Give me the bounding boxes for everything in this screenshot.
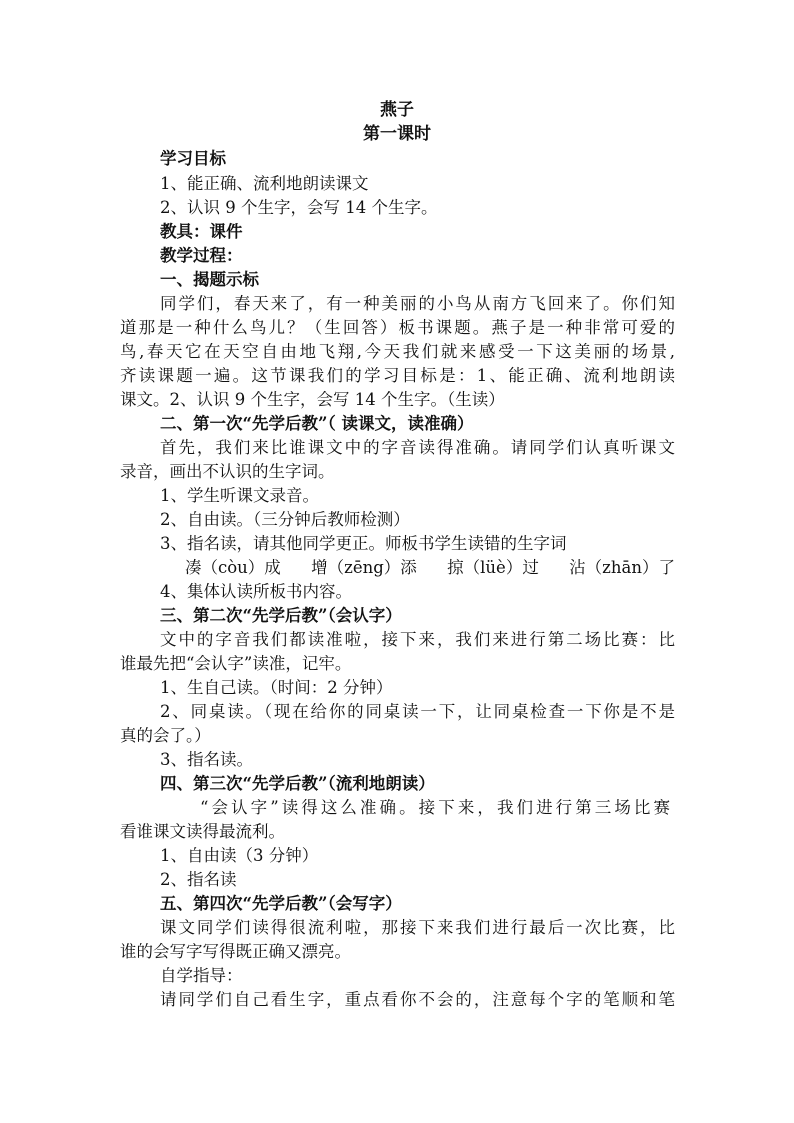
- tools-line: 教具：课件: [160, 222, 243, 241]
- paragraph-line: 课文。2、认识 9 个生字，会写 14 个生字。（生读）: [120, 390, 505, 409]
- section-heading: 一、揭题示标: [160, 270, 259, 289]
- list-item: 真的会了。）: [120, 726, 211, 745]
- lesson-title: 燕子: [380, 100, 414, 120]
- list-item: 1、学生听课文录音。: [160, 486, 319, 505]
- pinyin-word: 掠（lüè）过: [447, 558, 539, 577]
- paragraph-line: 文中的字音我们都读准啦，接下来，我们来进行第二场比赛：比: [160, 630, 675, 649]
- list-item: 4、集体认读所板书内容。: [160, 582, 352, 601]
- paragraph-line: 课文同学们读得很流利啦，那接下来我们进行最后一次比赛，比: [160, 918, 675, 937]
- list-item: 2、同桌读。（现在给你的同桌读一下，让同桌检查一下你是不是: [160, 702, 675, 721]
- list-item: 2、自由读。（三分钟后教师检测）: [160, 510, 410, 529]
- list-item: 2、指名读: [160, 870, 237, 889]
- guide-label: 自学指导：: [160, 966, 243, 985]
- paragraph-line: 请同学们自己看生字，重点看你不会的，注意每个字的笔顺和笔: [160, 990, 675, 1009]
- objective-item: 2、认识 9 个生字，会写 14 个生字。: [160, 198, 438, 217]
- process-heading: 教学过程：: [160, 246, 243, 265]
- pinyin-word: 沾（zhān）了: [569, 558, 675, 577]
- section-heading: 四、第三次“先学后教”（流利地朗读）: [160, 774, 435, 793]
- paragraph-line: 齐读课题一遍。这节课我们的学习目标是：1、能正确、流利地朗读: [120, 366, 675, 385]
- pinyin-row: [185, 556, 675, 580]
- pinyin-word: 增（zēng）添: [311, 558, 417, 577]
- lesson-subtitle: 第一课时: [363, 124, 431, 144]
- paragraph-line: 录音，画出不认识的生字词。: [120, 462, 335, 481]
- paragraph-line: “会认字”读得这么准确。接下来，我们进行第三场比赛: [200, 798, 670, 817]
- section-heading: 三、第二次“先学后教”（会认字）: [160, 606, 402, 625]
- objective-item: 1、能正确、流利地朗读课文: [160, 174, 369, 193]
- objectives-heading: 学习目标: [160, 149, 226, 168]
- section-heading: 二、第一次“先学后教”（ 读课文，读准确）: [160, 414, 474, 433]
- paragraph-line: 同学们，春天来了，有一种美丽的小鸟从南方飞回来了。你们知: [160, 294, 675, 313]
- list-item: 3、指名读，请其他同学更正。师板书学生读错的生字词: [160, 534, 567, 553]
- paragraph-line: 谁的会写字写得既正确又漂亮。: [120, 942, 351, 961]
- paragraph-line: 道那是一种什么鸟儿？（生回答）板书课题。燕子是一种非常可爱的: [120, 318, 675, 337]
- list-item: 1、自由读（3 分钟）: [160, 846, 319, 865]
- list-item: 3、指名读。: [160, 750, 253, 769]
- paragraph-line: 谁最先把“会认字”读准，记牢。: [120, 654, 352, 673]
- paragraph-line: 首先，我们来比谁课文中的字音读得准确。请同学们认真听课文: [160, 438, 675, 457]
- paragraph-line: 看谁课文读得最流利。: [120, 822, 285, 841]
- paragraph-line: 鸟,春天它在天空自由地飞翔,今天我们就来感受一下这美丽的场景,: [120, 342, 675, 361]
- list-item: 1、生自己读。（时间：2 分钟）: [160, 678, 393, 697]
- section-heading: 五、第四次“先学后教”（会写字）: [160, 894, 402, 913]
- pinyin-word: 凑（còu）成: [185, 558, 281, 577]
